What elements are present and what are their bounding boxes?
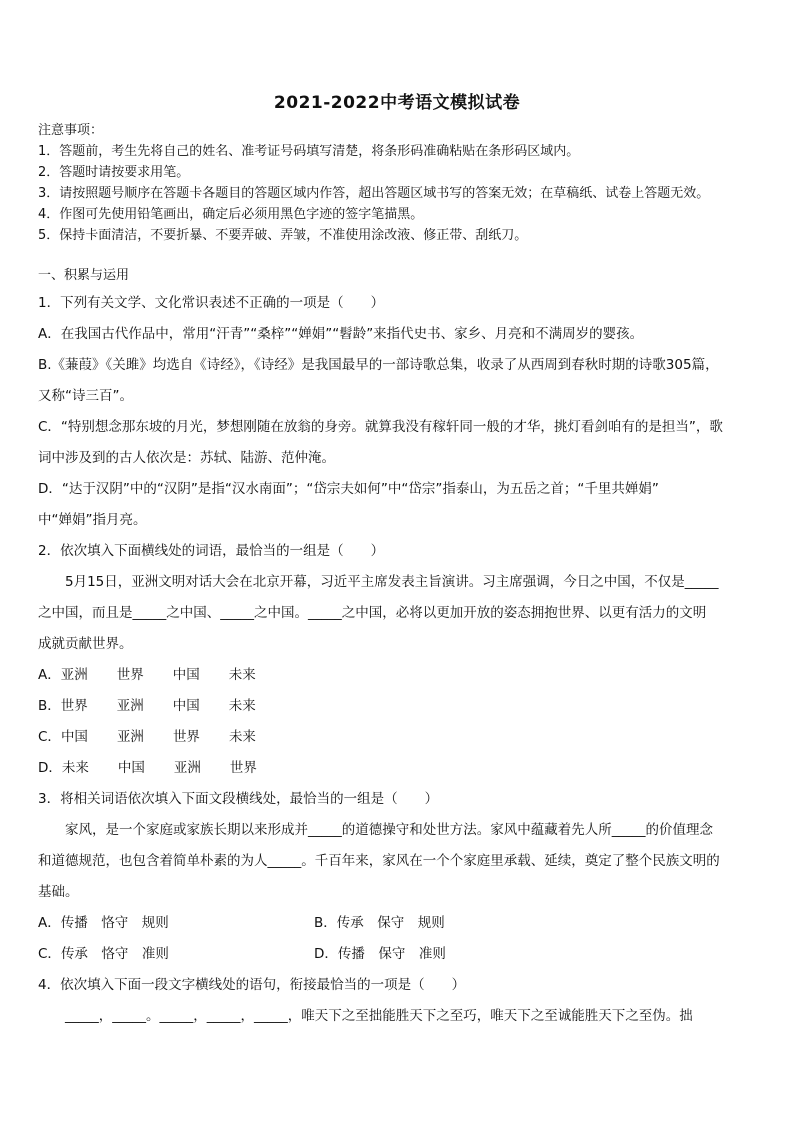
q2-stem: 2．依次填入下面横线处的词语，最恰当的一组是（ ） [38, 543, 385, 559]
option-label: C． [38, 946, 61, 962]
q3-option-c [38, 939, 314, 970]
q3-options-cd [38, 939, 758, 970]
q1-option-c: C．“特别想念那东坡的月光，梦想刚随在放翁的身旁。就算我没有稼轩同一般的才华，挑灯看剑咱有的是担当”，歌 [38, 419, 723, 435]
notice-item: 4．作图可先使用铅笔画出，确定后必须用黑色字迹的签字笔描黑。 [38, 207, 424, 222]
q2-passage-cont: 之中国，而且是_____之中国、_____之中国。_____之中国，必将以更加开放的姿态拥抱世界、以更有活力的文明 [38, 605, 707, 621]
option-word: 未来 [228, 667, 256, 683]
option-word: 亚洲 [116, 729, 144, 745]
option-label: B． [314, 915, 337, 931]
notice-item: 1．答题前，考生先将自己的姓名、准考证号码填写清楚，将条形码准确粘贴在条形码区域内。 [38, 144, 580, 159]
q3-options-ab [38, 908, 758, 939]
q3-option-b [314, 915, 445, 931]
option-label: A． [38, 667, 61, 683]
option-label: C． [38, 729, 61, 745]
option-text: 传承 恪守 准则 [60, 946, 169, 962]
option-word: 亚洲 [173, 760, 201, 776]
option-text: 传承 保守 规则 [336, 915, 445, 931]
questions [38, 288, 758, 1032]
q2-option-a [38, 660, 758, 691]
q2-passage: 5月15日，亚洲文明对话大会在北京开幕，习近平主席发表主旨演讲。习主席强调，今日之中国，不仅是_____ [65, 574, 719, 590]
q1-option-b: B.《蒹葭》《关雎》均选自《诗经》，《诗经》是我国最早的一部诗歌总集，收录了从西周到春秋时期的诗歌305篇， [38, 357, 719, 373]
option-word: 未来 [228, 729, 256, 745]
option-word: 世界 [172, 729, 200, 745]
section-heading: 一、积累与运用 [38, 268, 130, 283]
option-word: 未来 [228, 698, 256, 714]
option-word: 亚洲 [60, 667, 88, 683]
q3-passage-cont: 和道德规范，也包含着简单朴素的为人_____。千百年来，家风在一个个家庭里承载、延续，奠定了整个民族文明的 [38, 853, 720, 869]
option-word: 世界 [116, 667, 144, 683]
q2-option-c [38, 722, 758, 753]
option-word: 亚洲 [116, 698, 144, 714]
exam-title: 2021-2022中考语文模拟试卷 [273, 93, 521, 113]
option-word: 世界 [60, 698, 88, 714]
q1-option-b-cont: 又称“诗三百”。 [38, 388, 133, 404]
q2-passage-end: 成就贡献世界。 [38, 636, 133, 652]
q4-stem: 4．依次填入下面一段文字横线处的语句，衔接最恰当的一项是（ ） [38, 977, 466, 993]
notice-item: 5．保持卡面清洁，不要折暴、不要弄破、弄皱，不准使用涂改液、修正带、刮纸刀。 [38, 228, 528, 243]
q3-option-a [38, 908, 314, 939]
notice-block [38, 120, 768, 246]
q2-option-d [38, 753, 758, 784]
option-label: D． [38, 760, 62, 776]
option-text: 传播 保守 准则 [337, 946, 446, 962]
option-word: 世界 [229, 760, 257, 776]
option-label: A． [38, 915, 61, 931]
option-word: 中国 [172, 698, 200, 714]
q1-option-d-cont: 中“婵娟”指月亮。 [38, 512, 147, 528]
q3-passage-end: 基础。 [38, 884, 79, 900]
q3-stem: 3．将相关词语依次填入下面文段横线处，最恰当的一组是（ ） [38, 791, 439, 807]
notice-item: 3．请按照题号顺序在答题卡各题目的答题区域内作答，超出答题区域书写的答案无效；在草稿纸、试卷上答题无效。 [38, 186, 710, 201]
option-word: 中国 [60, 729, 88, 745]
q1-option-a: A．在我国古代作品中，常用“汗青”“桑梓”“婵娟”“髫龄”来指代史书、家乡、月亮和不满周岁的婴孩。 [38, 326, 644, 342]
q2-option-b [38, 691, 758, 722]
q3-option-d [314, 946, 446, 962]
option-word: 中国 [117, 760, 145, 776]
q1-stem: 1．下列有关文学、文化常识表述不正确的一项是（ ） [38, 295, 385, 311]
notice-heading: 注意事项： [38, 123, 104, 138]
notice-item: 2．答题时请按要求用笔。 [38, 165, 190, 180]
option-word: 未来 [61, 760, 89, 776]
option-label: B． [38, 698, 61, 714]
option-word: 中国 [172, 667, 200, 683]
q1-option-d: D．“达于汉阴”中的“汉阴”是指“汉水南面”；“岱宗夫如何”中“岱宗”指泰山，为五岳之首；“千里共婵娟” [38, 481, 659, 497]
q3-passage: 家风，是一个家庭或家族长期以来形成并_____的道德操守和处世方法。家风中蕴藏着先人所_____的价值理念 [65, 822, 713, 838]
q1-option-c-cont: 词中涉及到的古人依次是：苏轼、陆游、范仲淹。 [38, 450, 335, 466]
option-text: 传播 恪守 规则 [60, 915, 169, 931]
q4-passage: _____，_____。_____，_____，_____，唯天下之至拙能胜天下之至巧，唯天下之至诚能胜天下之至伪。拙 [65, 1008, 693, 1024]
option-label: D． [314, 946, 338, 962]
